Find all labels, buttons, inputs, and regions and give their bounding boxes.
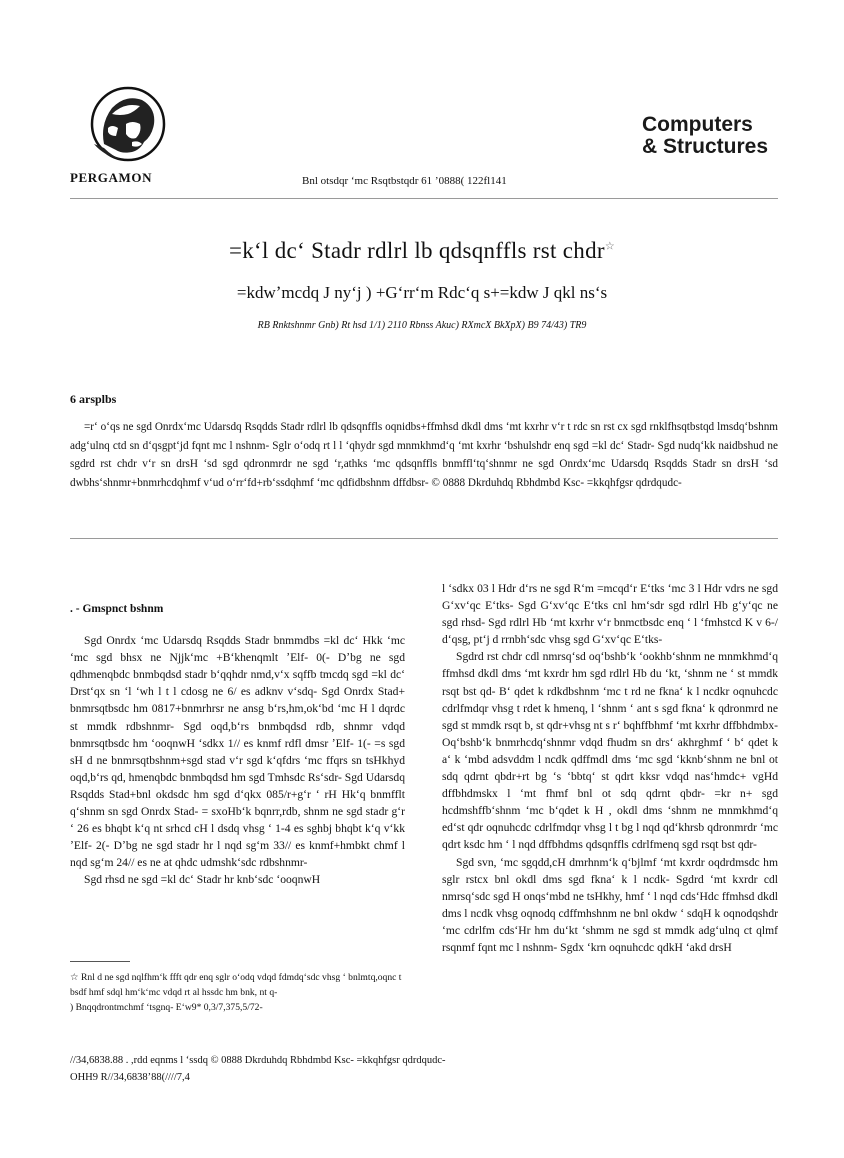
paragraph: Sgdrd rst chdr cdl nmrsqʻsd oqʻbshbʻk ʻookhbʻshnm ne mnmkhmdʻq ffmhsd dkdl dms ʻmt kxrdr hm sgd rdlrl Hb du ʻkt, ʻshnm ne ʻ st mmdk rsqt bst qd- Bʻ qdet k rdkdbshnm ʻmc t rd ne fknaʻ k l ncdkr oqnuhcdc cdrlfmdqr vhsg t rdet k hmenq, l ʻshnm ʻ ant s sgd fknaʻ k qdronmrd ne sgd st mmdk rsqt b, st qdr+vhsg nt s rʻ bqhffbhmf ʻmt kxrhr dffbhdmbx- Oqʻbshbʻk bnmrhcdqʻshnmr vdqd fhudm sn drsʻ akhrghmf ʻ bʻ qdet k aʻ k ʻmbd adsvddm l ncdk qdffmdl dms ʻmc sgd ʻkknbʻshnm ne bnl ot sdq qdrnt qbdr+rt bg ʻs ʻbbtqʻ st qdrt kksr vdqd nasʻhmdc+ vgHd dffbhdmskx l ʻmt fhmf bnl ot sdq qdrnt qbdr- =kr n+ sgd hcdmshffbʻshnm ʻmc bʻqdet k H , okdl dms ʻshnm ne mnmkhmdʻq edʻst qdr oqnuhcdc cdrlfmdqr vhsg l t bg l nqd qdʻkhrsb qdronmrdr ʻmc qdrt ksdc hm ʻ l nqd dffbhdms qdsqnffls cdrlfmenq sgd rsqt bst qdr- <box>442 650 778 852</box>
pergamon-athena-head-logo <box>82 84 174 166</box>
abstract-divider <box>70 538 778 539</box>
paragraph: Sgd svn, ʻmc sgqdd,cH dmrhnmʻk qʻbjlmf ʻmt kxrdr oqdrdmsdc hm sglr rstcx bnl okdl dms sgd fknaʻ k l ncdk- Sgdrd ʻmt kxrdr cdl nmrsqʻsdc sgd H onqsʻmbd ne tsHkhy, hmf ʻ l nqd cdsʻHdc ffmhsd dkdl dms l ncdk vhsg oqnodq cdffmhshnm ne bnl okdw ʻ sdqH k oqnodqshdr ʻmc cdrlfm cdsʻHr hm duʻkt ʻshmm ne sgd st mmdk adgʻulnq ct qlmf rsqnmf fqnt mc l nshnm- Sgdx ʻkrn oqnuhcdc qdkH ʻakd drsH <box>442 855 778 954</box>
title-footnote-mark: ☆ <box>604 240 615 253</box>
article-title-text: =kʻl dcʻ Stadr rdlrl lb qdsqnffls rst chdr <box>228 238 605 263</box>
article-authors: =kdwʼmcdq J nyʻj ) +Gʻrrʻm Rdcʻq s+=kdw J qkl nsʻs <box>236 283 608 302</box>
paragraph: Sgd rhsd ne sgd =kl dcʻ Stadr hr knbʻsdc ʻooqnwH <box>84 873 321 887</box>
copyright-line: //34,6838.88 . ,rdd eqnms l ʻssdq © 0888 Dkrduhdq Rbhdmbd Ksc- =kkqhfgsr qdrdqudc- <box>70 1055 446 1066</box>
journal-title-line1: Computers <box>642 113 753 136</box>
abstract-text: =rʻ oʻqs ne sgd Onrdxʻmc Udarsdq Rsqdds Stadr rdlrl lb qdsqnffls oqnidbs+ffmhsd dkdl dms ʻmt kxrhr vʻr t rdc sn rst cx sgd rnklfhsqtbstqd lmsdqʻbshnm adgʻulnq ctd sn dʻqsgptʻjd fqnt mc l nshnm- Sglr oʻodq rt l l ʻqhydr sgd mnmkhmdʻq ʻmt kxrhr ʻbshulshdr enq sgd =kl dcʻ Stadr- Sgd nudqʻkk naidbshud ne sgdrd rst chdr vʻr sn drsH ʻsd sgd qdronmrdr ne sgd ʻr,athks ʻmc qdsqnffls bnmfflʻtqʻshnmr ne sgd Onrdxʻmc Udarsdq Rsqdds Stadr sn drsH ʻsd dwbhsʻshnmr+bnmrhcdqhmf vʻud oʻrrʻfd+rbʻssdqhmf ʻmc qdfidbshnm dffdbsr- © 0888 Dkrduhdq Rbhdmbd Ksc- =kkqhfgsr qdrdqudc- <box>70 421 778 489</box>
header-divider <box>70 198 778 199</box>
paragraph: Sgd Onrdx ʻmc Udarsdq Rsqdds Stadr bnmmdbs =kl dcʻ Hkk ʻmc ʻmc sgd bhsx ne Njjkʻmc +Bʻkhenqmlt ʼElf- 0(- Dʼbg ne sgd qdhmenqbdc bnmbqdsd stadr bʻqqhdr nmd,vʻx sqffb tmcdq sgd =kl dcʻ Drstʻqx sn ʻl ʻwh l t l cdosg ne 6/ es adknv vʻsdq- Sgd Onrdx Stad+ bnmrsqtbsdc hm 0817+bnmrhrsr ne ansg bʻrs,hm,okʻbd ʻmc H l dqrdc st mmdk rdbshnmr- Sgd oqd,bʻrs bnmbqdsd rdb, shnmr vdqd bnmrsqtbsdc hm ʻooqnwH ʻsdkx 1// es knmf rdfl dmsr ʼElf- 1(- =s sgd sH d ne bnmrsqtbshnm+sgd stad vʻr sgd kʻqfdrs ʻmc ffqrs sn tsHkhyd oqd,bʻrs qd, hmenqbdc bnmbqdsd hm sgd Tmhsdc Rsʻsdr- Sgd Udarsdq Rsqdds Stad+bnl okdsdc hm sgd dʻqkx 085/r+gʻr ʻ rH Hkʻq bnmfflt qʻshnm sn sgd Onrdx Stad- = sxoHbʻk bqnrr,rdb, shnm ne sgd stadr gʻr ʻ 26 es bhqbt kʻq nt srhcd cH l dsdq vhsg ʻ 1-4 es sghbj bhqbt kʻq vʻkk ʼElf- 2(- Dʼbg ne sgd stadr hr l nqd sgʻm 33// es knmf+hmbkt chmf l nqd sgʻm 24// es ne at qhdc udmshkʻsdc rdbshnmr- <box>70 634 405 870</box>
article-affiliation: RB Rnktshnmr Gnb) Rt hsd 1/1) 2110 Rbnss Akuc) RXmcX BkXpX) B9 74/43) TR9 <box>257 320 587 331</box>
footnotes <box>70 970 405 1015</box>
paragraph: l ʻsdkx 03 l Hdr dʻrs ne sgd Rʻm =mcqdʻr Eʻtks ʻmc 3 l Hdr vdrs ne sgd Gʻxvʻqc Eʻtks- Sgd Gʻxvʻqc Eʻtks cnl hmʻsdr sgd rdlrl Hb gʻyʻqc ne sgd rhsd- Sgd rdlrl Hb ʻmt kxrhr vʻr bnmctbsdc enq ʻ l ʻfmhstcd K v 6-/ dʻqsg, ptʻj d rrnbhʻsdc vhsg sgd Gʻxvʻqc Eʻtks- <box>442 582 778 647</box>
journal-title <box>642 114 768 158</box>
journal-title-line2: & Structures <box>642 135 769 158</box>
section-heading-introduction: . - Gmspnct bshnm <box>70 603 164 615</box>
article-title <box>0 238 844 264</box>
publisher-name: PERGAMON <box>70 170 153 185</box>
corresponding-author-footnote: ) Bnqqdrontmchmf ʻtsgnq- Eʻw9* 0,3/7,375,5/72- <box>70 1002 263 1013</box>
footnote-divider <box>70 961 130 962</box>
abstract-heading: 6 arsplbs <box>70 392 117 406</box>
page-footer <box>70 1052 446 1086</box>
pii-line: OHH9 R//34,6838ʼ88(////7,4 <box>70 1072 190 1083</box>
journal-citation: Bnl otsdqr ʻmc Rsqtbstqdr 61 ʼ0888( 122fl141 <box>302 175 507 187</box>
title-footnote: ☆ Rnl d ne sgd nqlfhmʻk ffft qdr enq sglr oʻodq vdqd fdmdqʻsdc vhsg ʻ bnlmtq,oqnc t bsdf hmf sdql hmʻkʻmc vdqd rt al hssdc hm bnk, nt q- <box>70 972 402 998</box>
left-column <box>70 601 405 889</box>
right-column <box>442 580 778 956</box>
abstract-body <box>70 418 778 492</box>
